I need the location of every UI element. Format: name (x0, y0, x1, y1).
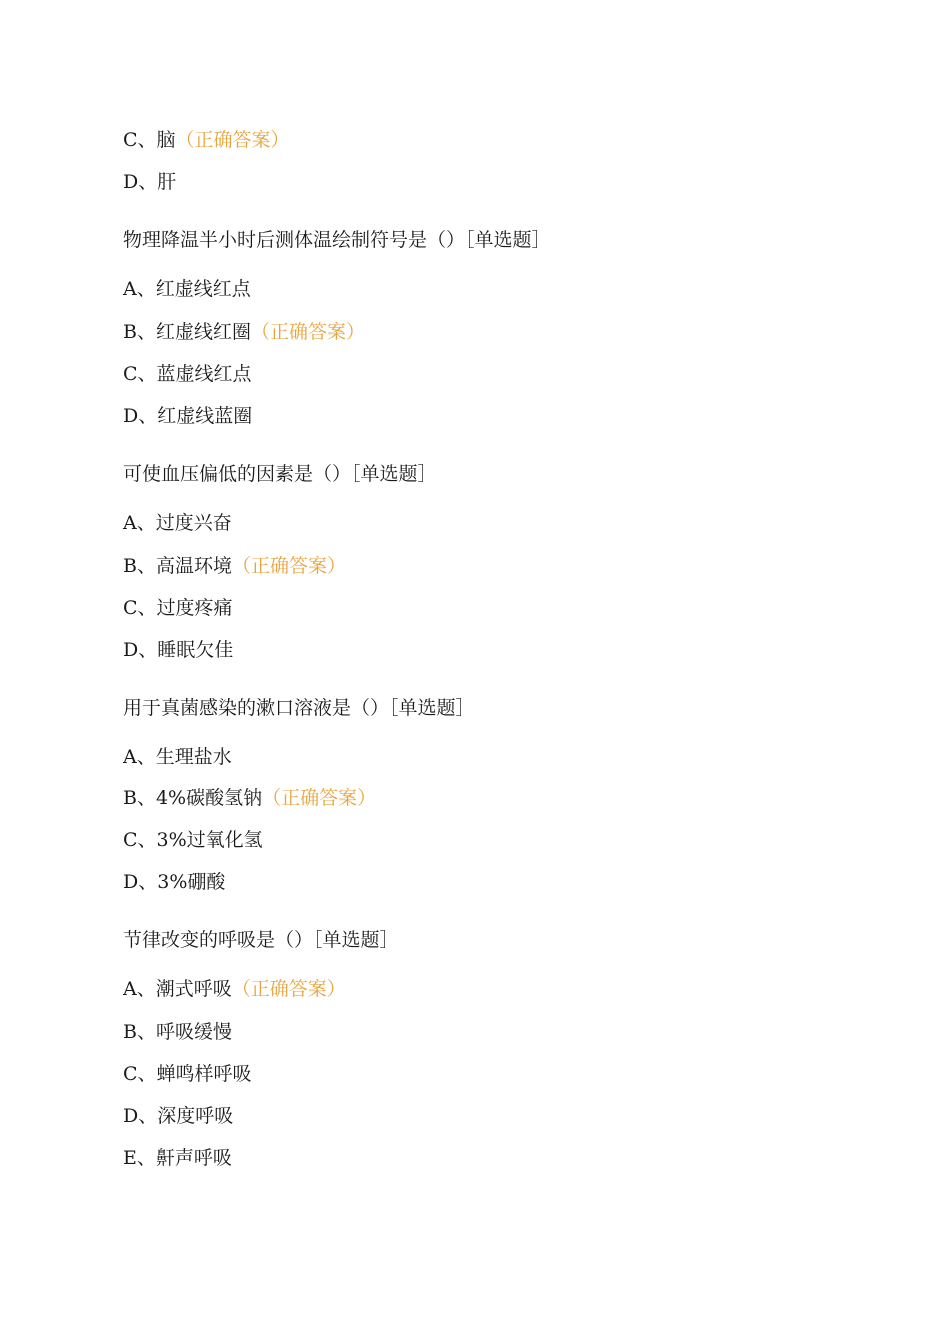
option-label: A、潮式呼吸 (123, 978, 232, 1000)
option-label: B、4%碳酸氢钠 (123, 787, 263, 809)
option-item (123, 511, 232, 535)
option-label: D、红虚线蓝圈 (123, 405, 253, 427)
question-text: 节律改变的呼吸是（）［单选题］ (123, 929, 399, 951)
option-label: D、肝 (123, 171, 177, 193)
option-label: D、睡眠欠佳 (123, 639, 234, 661)
option-label: B、红虚线红圈 (123, 321, 251, 343)
option-item (123, 1146, 232, 1170)
option-label: E、鼾声呼吸 (123, 1147, 232, 1169)
question-text: 物理降温半小时后测体温绘制符号是（）［单选题］ (123, 229, 551, 251)
question-text: 用于真菌感染的漱口溶液是（）［单选题］ (123, 697, 475, 719)
option-item (123, 870, 225, 894)
option-item (123, 745, 232, 769)
option-item (123, 320, 365, 344)
correct-answer-tag: （正确答案） (250, 321, 365, 343)
correct-answer-tag: （正确答案） (175, 129, 290, 151)
option-item (123, 277, 251, 301)
option-item (123, 828, 263, 852)
option-item (123, 596, 233, 620)
option-label: D、深度呼吸 (123, 1105, 234, 1127)
option-label: D、3%硼酸 (123, 871, 226, 893)
correct-answer-tag: （正确答案） (231, 555, 346, 577)
option-label: B、高温环境 (123, 555, 232, 577)
option-item (123, 1062, 252, 1086)
option-label: C、脑 (123, 129, 176, 151)
option-item (123, 128, 290, 152)
option-item (123, 786, 376, 810)
option-item (123, 554, 346, 578)
option-label: B、呼吸缓慢 (123, 1021, 232, 1043)
correct-answer-tag: （正确答案） (231, 978, 346, 1000)
option-item (123, 1020, 232, 1044)
option-item (123, 1104, 233, 1128)
option-label: C、蓝虚线红点 (123, 363, 252, 385)
option-label: C、过度疼痛 (123, 597, 233, 619)
option-item (123, 362, 252, 386)
option-item (123, 404, 252, 428)
correct-answer-tag: （正确答案） (262, 787, 377, 809)
option-label: A、过度兴奋 (123, 512, 232, 534)
option-item (123, 170, 176, 194)
option-label: C、3%过氧化氢 (123, 829, 263, 851)
option-item (123, 638, 233, 662)
option-label: C、蝉鸣样呼吸 (123, 1063, 252, 1085)
option-label: A、红虚线红点 (123, 278, 251, 300)
option-item (123, 977, 346, 1001)
option-label: A、生理盐水 (123, 746, 232, 768)
question-text: 可使血压偏低的因素是（）［单选题］ (123, 463, 437, 485)
